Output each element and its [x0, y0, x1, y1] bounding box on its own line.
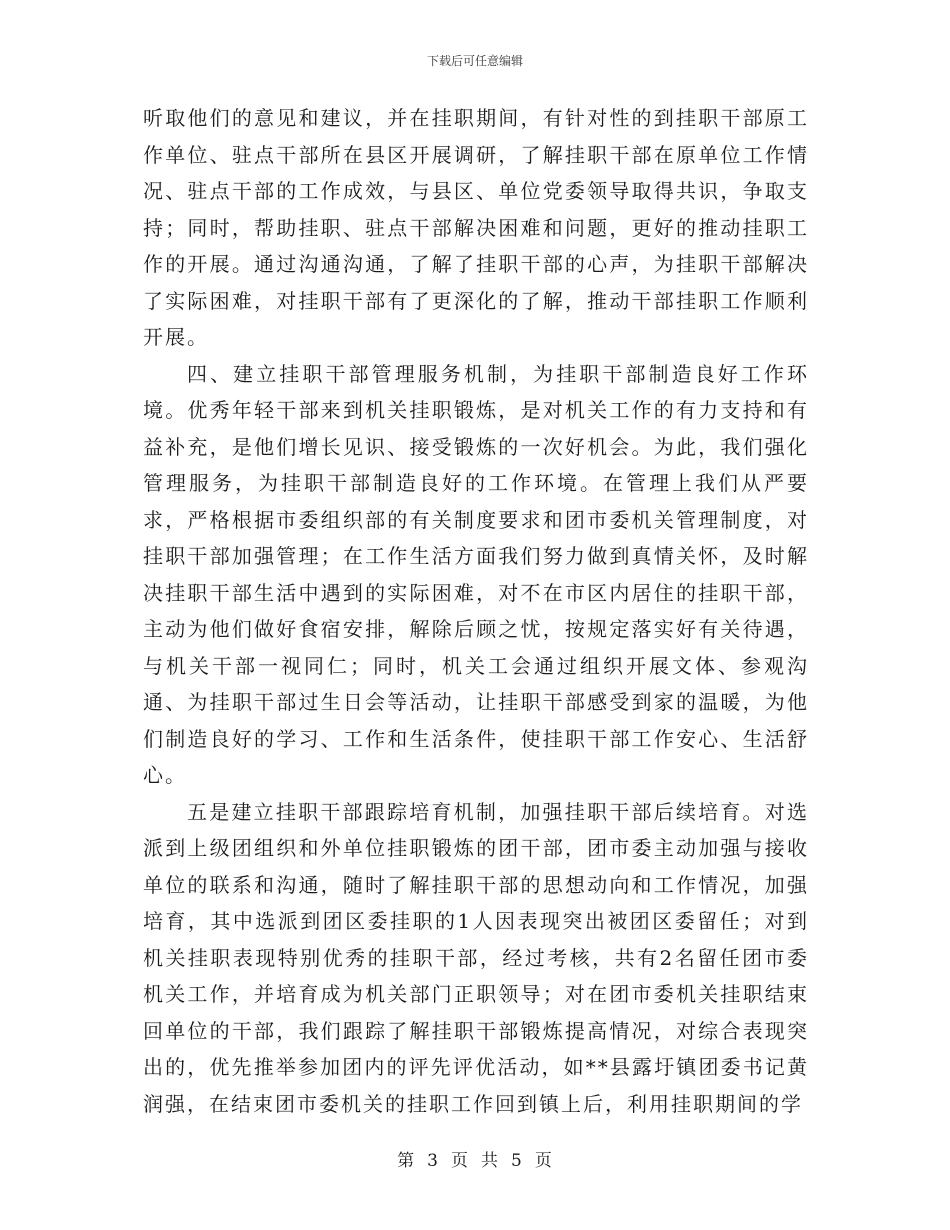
page-footer — [0, 1146, 950, 1171]
footer-prefix: 第 — [397, 1151, 416, 1171]
body-text — [143, 100, 809, 1122]
paragraph-section-five: 五是建立挂职干部跟踪培育机制，加强挂职干部后续培育。对选派到上级团组织和外单位挂职锻炼的团干部，团市委主动加强与接收单位的联系和沟通，随时了解挂职干部的思想动向和工作情况，加强培育，其中选派到团区委挂职的1人因表现突出被团区委留任；对到机关挂职表现特别优秀的挂职干部，经过考核，共有2名留任团市委机关工作，并培育成为机关部门正职领导；对在团市委机关挂职结束回单位的干部，我们跟踪了解挂职干部锻炼提高情况，对综合表现突出的，优先推举参加团内的评先评优活动，如**县露圩镇团委书记黄润强，在结束团市委机关的挂职工作回到镇上后，利用挂职期间的学 — [143, 799, 809, 1116]
footer-total-prefix: 共 — [481, 1151, 499, 1171]
footer-page-number: 3 — [427, 1151, 439, 1171]
paragraph-section-four: 四、建立挂职干部管理服务机制，为挂职干部制造良好工作环境。优秀年轻干部来到机关挂职锻炼，是对机关工作的有力支持和有益补充，是他们增长见识、接受锻炼的一次好机会。为此，我们强化管理服务，为挂职干部制造良好的工作环境。在管理上我们从严要求，严格根据市委组织部的有关制度要求和团市委机关管理制度，对挂职干部加强管理；在工作生活方面我们努力做到真情关怀，及时解决挂职干部生活中遇到的实际困难，对不在市区内居住的挂职干部，主动为他们做好食宿安排，解除后顾之忧，按规定落实好有关待遇，与机关干部一视同仁；同时，机关工会通过组织开展文体、参观沟通、为挂职干部过生日会等活动，让挂职干部感受到家的温暖，为他们制造良好的学习、工作和生活条件，使挂职干部工作安心、生活舒心。 — [143, 361, 809, 787]
footer-total-unit: 页 — [534, 1151, 553, 1171]
footer-page-unit: 页 — [451, 1151, 469, 1171]
paragraph-continued: 听取他们的意见和建议，并在挂职期间，有针对性的到挂职干部原工作单位、驻点干部所在县区开展调研，了解挂职干部在原单位工作情况、驻点干部的工作成效，与县区、单位党委领导取得共识，争取支持；同时，帮助挂职、驻点干部解决困难和问题，更好的推动挂职工作的开展。通过沟通沟通，了解了挂职干部的心声，为挂职干部解决了实际困难，对挂职干部有了更深化的了解，推动干部挂职工作顺利开展。 — [143, 106, 809, 349]
header-note: 下载后可任意编辑 — [426, 54, 523, 68]
footer-total-pages: 5 — [511, 1151, 523, 1171]
